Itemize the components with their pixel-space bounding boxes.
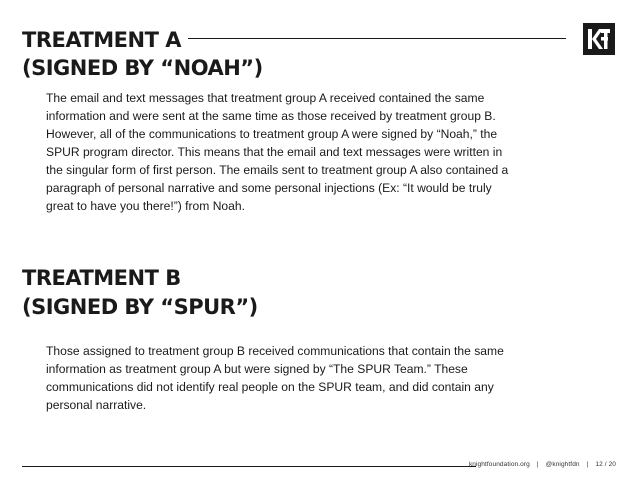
kf-logo-icon (583, 23, 615, 55)
page-number: 12 / 20 (595, 461, 616, 468)
footer-rule (22, 466, 476, 467)
page-footer (469, 461, 616, 468)
section-b-body: Those assigned to treatment group B received communications that contain the same information as treatment group A but were signed by “The SPUR Team.” These communications did not identify real people on the SPUR team, and did contain any personal narrative. (46, 344, 504, 412)
header-rule (188, 38, 566, 39)
footer-website-link[interactable]: knightfoundation.org (468, 461, 530, 468)
footer-separator: | (586, 461, 589, 468)
section-a-heading-line1: TREATMENT A (22, 28, 185, 52)
section-a-heading-line2: (SIGNED BY “NOAH”) (22, 56, 267, 80)
footer-separator: | (536, 461, 539, 468)
section-b-heading-line2: (SIGNED BY “SPUR”) (22, 295, 262, 319)
footer-handle-link[interactable]: @knightfdn (545, 461, 580, 468)
section-b-heading-line1: TREATMENT B (22, 266, 185, 290)
section-a-body: The email and text messages that treatment group A received contained the same information and were sent at the same time as those received by treatment group B. However, all of the communications to treatment group A were signed by “Noah,” the SPUR program director. This means that the email and text messages were written in the singular form of first person. The emails sent to treatment group A also contained a paragraph of personal narrative and some personal injections (Ex: “It would be truly great to have you there!”) from Noah. (46, 91, 509, 213)
